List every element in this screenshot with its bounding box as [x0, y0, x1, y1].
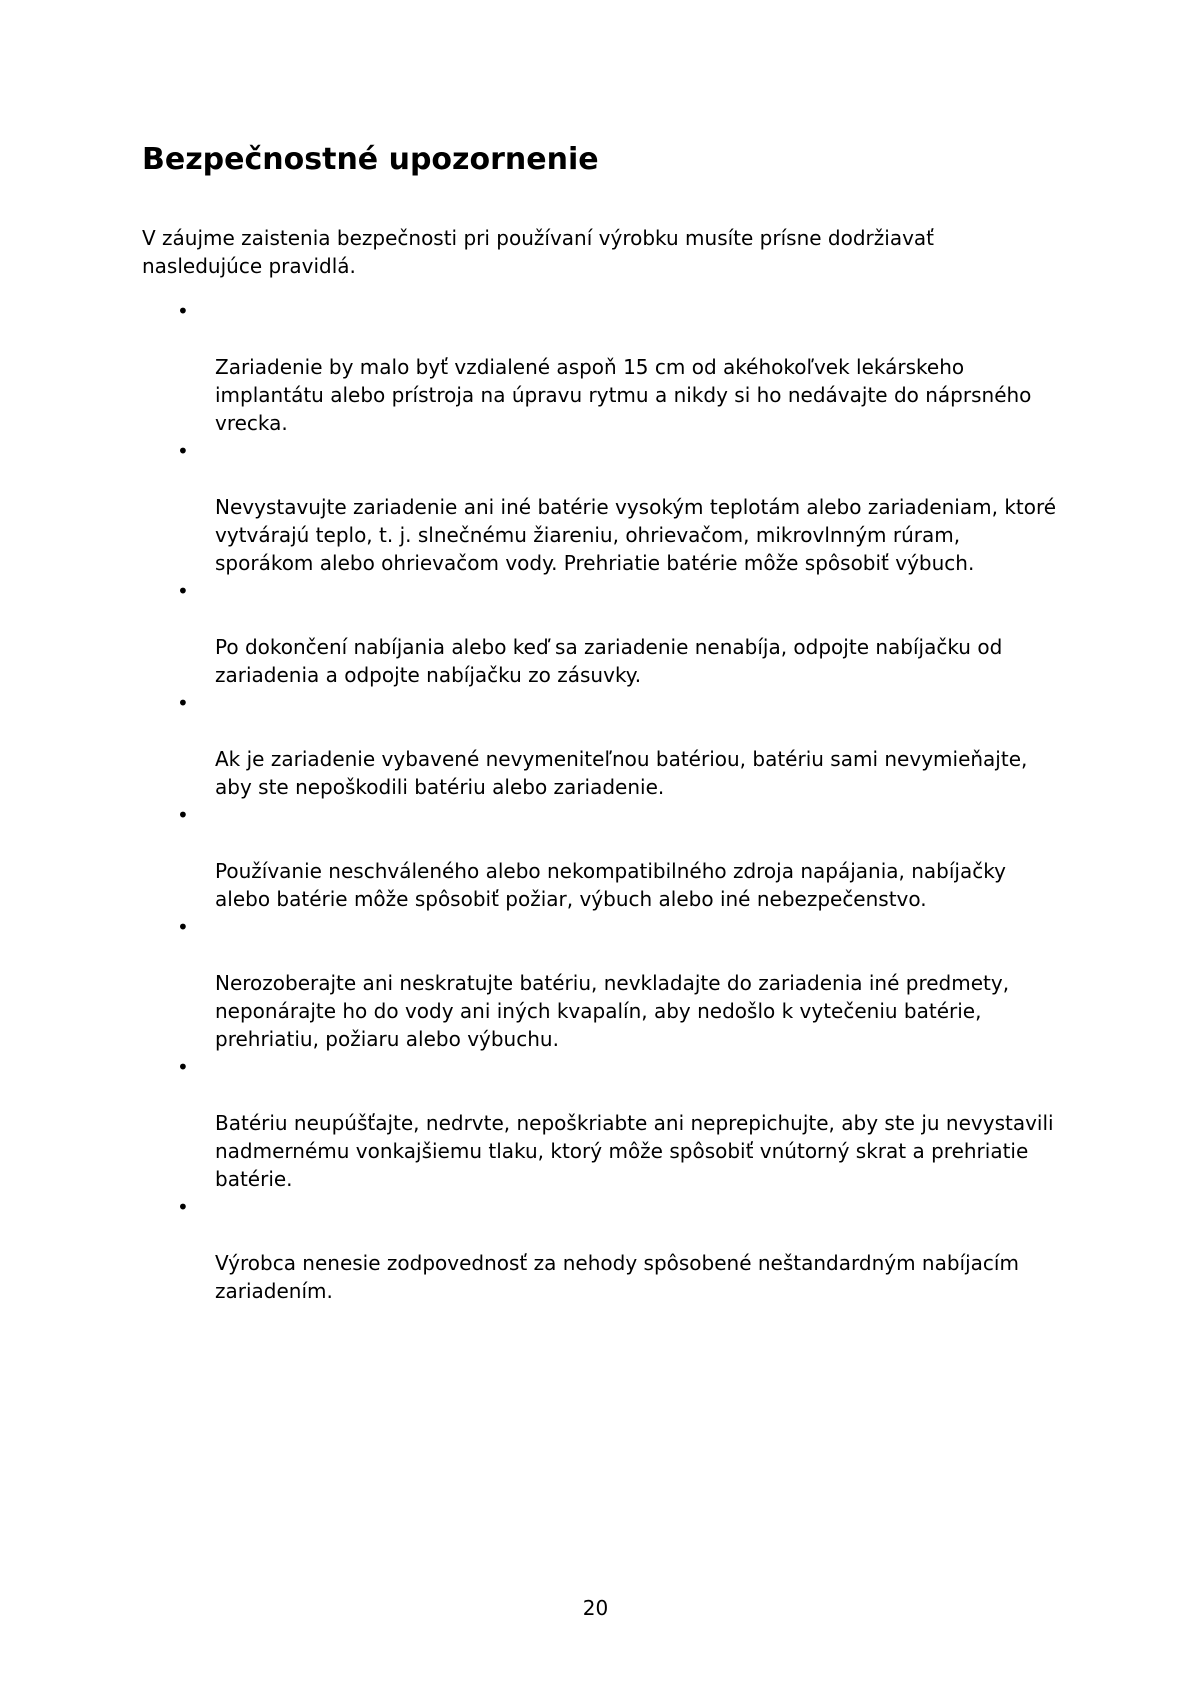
rule-text: Používanie neschváleného alebo nekompatibilného zdroja napájania, nabíjačky alebo batérie môže spôsobiť požiar, výbuch alebo iné nebezpečenstvo.: [215, 859, 1006, 911]
rule-text: Zariadenie by malo byť vzdialené aspoň 15 cm od akéhokoľvek lekárskeho implantátu alebo prístroja na úpravu rytmu a nikdy si ho nedávajte do náprsného vrecka.: [215, 355, 1032, 435]
page-title: Bezpečnostné upozornenie: [142, 142, 599, 177]
intro-paragraph: V záujme zaistenia bezpečnosti pri používaní výrobku musíte prísne dodržiavať nasledujúce pravidlá.: [142, 226, 935, 278]
rule-text: Nevystavujte zariadenie ani iné batérie vysokým teplotám alebo zariadeniam, ktoré vytvárajú teplo, t. j. slnečnému žiareniu, ohrievačom, mikrovlnným rúram, sporákom alebo ohrievačom vody. Prehriatie batérie môže spôsobiť výbuch.: [215, 495, 1057, 575]
rule-text: Batériu neupúšťajte, nedrvte, nepoškriabte ani neprepichujte, aby ste ju nevystavili nadmernému vonkajšiemu tlaku, ktorý môže spôsobiť vnútorný skrat a prehriatie batérie.: [215, 1111, 1054, 1191]
rule-text: Ak je zariadenie vybavené nevymeniteľnou batériou, batériu sami nevymieňajte, aby ste nepoškodili batériu alebo zariadenie.: [215, 747, 1028, 799]
safety-rules-list: [142, 297, 1062, 1305]
list-item: [142, 913, 1062, 1053]
bullet-icon: •: [177, 915, 189, 939]
list-item: [142, 577, 1062, 689]
bullet-icon: •: [177, 1195, 189, 1219]
list-item: [142, 437, 1062, 577]
list-item: [142, 801, 1062, 913]
list-item: [142, 689, 1062, 801]
list-item: [142, 1053, 1062, 1193]
list-item: [142, 297, 1062, 437]
page-number: 20: [582, 1596, 609, 1620]
bullet-icon: •: [177, 803, 189, 827]
list-item: [142, 1193, 1062, 1305]
rule-text: Po dokončení nabíjania alebo keď sa zariadenie nenabíja, odpojte nabíjačku od zariadenia a odpojte nabíjačku zo zásuvky.: [215, 635, 1003, 687]
bullet-icon: •: [177, 691, 189, 715]
rule-text: Nerozoberajte ani neskratujte batériu, nevkladajte do zariadenia iné predmety, neponárajte ho do vody ani iných kvapalín, aby nedošlo k vytečeniu batérie, prehriatiu, požiaru alebo výbuchu.: [215, 971, 1010, 1051]
bullet-icon: •: [177, 439, 189, 463]
bullet-icon: •: [177, 579, 189, 603]
bullet-icon: •: [177, 299, 189, 323]
rule-text: Výrobca nenesie zodpovednosť za nehody spôsobené neštandardným nabíjacím zariadením.: [215, 1251, 1019, 1303]
bullet-icon: •: [177, 1055, 189, 1079]
